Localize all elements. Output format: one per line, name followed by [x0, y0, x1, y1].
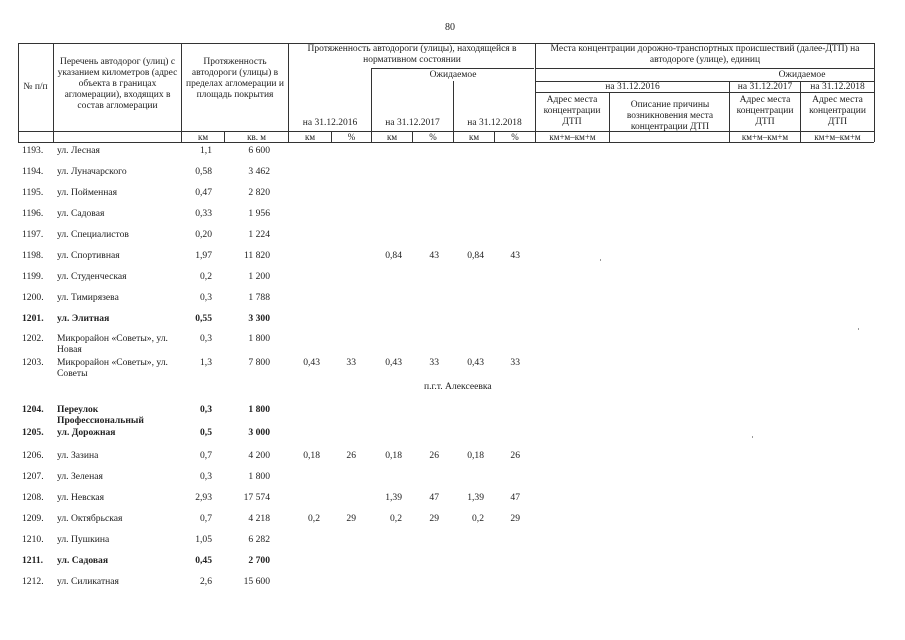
header-dtp-expected: Ожидаемое: [778, 70, 826, 80]
cell-km: 0,55: [195, 313, 212, 324]
cell-km: 0,20: [195, 229, 212, 240]
settlement-label: п.г.т. Алексеевка: [424, 381, 492, 392]
cell-p16: 33: [346, 357, 356, 368]
cell-km: 0,3: [200, 404, 212, 415]
cell-km: 1,05: [195, 534, 212, 545]
cell-km: 0,58: [195, 166, 212, 177]
road-name: ул. Дорожная: [57, 427, 116, 438]
road-name: Микрорайон «Советы», ул. Советы: [57, 357, 168, 379]
cell-km: 0,3: [200, 471, 212, 482]
road-name: ул. Зазина: [57, 450, 99, 461]
cell-km: 1,3: [200, 357, 212, 368]
cell-p17: 47: [429, 492, 439, 503]
header-col-number: № п/п: [23, 82, 48, 92]
cell-p18: 47: [510, 492, 520, 503]
row-number: 1202.: [22, 333, 44, 344]
road-name: Переулок Профессиональный: [57, 404, 144, 426]
cell-km: 1,97: [195, 250, 212, 261]
cell-sqm: 1 200: [248, 271, 270, 282]
unit-km-2016: км: [304, 132, 316, 142]
unit-range-2018: км+м–км+м: [814, 132, 861, 142]
cell-k18: 0,84: [467, 250, 484, 261]
road-name: ул. Силикатная: [57, 576, 119, 587]
row-number: 1204.: [22, 404, 44, 415]
cell-k18: 1,39: [467, 492, 484, 503]
unit-range-2016: км+м–км+м: [549, 132, 596, 142]
unit-pct-2018: %: [511, 132, 519, 142]
header-dtp-date-2017: на 31.12.2017: [737, 82, 793, 92]
cell-sqm: 4 200: [248, 450, 270, 461]
cell-km: 0,2: [200, 271, 212, 282]
cell-km: 0,45: [195, 555, 212, 566]
row-number: 1209.: [22, 513, 44, 524]
cell-k17: 0,2: [390, 513, 402, 524]
header-dtp-date-2016: на 31.12.2016: [605, 82, 660, 92]
cell-sqm: 1 224: [248, 229, 270, 240]
road-name: ул. Студенческая: [57, 271, 127, 282]
cell-sqm: 1 800: [248, 471, 270, 482]
row-number: 1211.: [22, 555, 44, 566]
cell-km: 0,3: [200, 333, 212, 344]
cell-km: 1,1: [200, 145, 212, 156]
row-number: 1208.: [22, 492, 44, 503]
row-number: 1206.: [22, 450, 44, 461]
cell-km: 0,33: [195, 208, 212, 219]
cell-km: 2,93: [195, 492, 212, 503]
road-name: Микрорайон «Советы», ул. Новая: [57, 333, 168, 355]
cell-k18: 0,2: [472, 513, 484, 524]
cell-km: 0,7: [200, 450, 212, 461]
road-name: ул. Пушкина: [57, 534, 110, 545]
cell-p17: 26: [429, 450, 439, 461]
road-name: ул. Пойменная: [57, 187, 118, 198]
road-name: ул. Садовая: [57, 208, 105, 219]
cell-km: 0,7: [200, 513, 212, 524]
road-name: ул. Луначарского: [57, 166, 127, 177]
road-name: ул. Невская: [57, 492, 105, 503]
row-number: 1212.: [22, 576, 44, 587]
cell-p17: 33: [429, 357, 439, 368]
cell-k17: 0,43: [385, 357, 402, 368]
cell-k18: 0,18: [467, 450, 484, 461]
row-number: 1195.: [22, 187, 44, 198]
road-name: ул. Специалистов: [57, 229, 129, 240]
unit-pct-2017: %: [429, 132, 437, 142]
cell-p18: 26: [510, 450, 520, 461]
road-name: ул. Тимирязева: [57, 292, 119, 303]
unit-km: км: [197, 132, 209, 142]
row-number: 1199.: [22, 271, 44, 282]
unit-km-2017: км: [386, 132, 398, 142]
cell-p18: 43: [510, 250, 520, 261]
cell-sqm: 3 000: [248, 427, 270, 438]
header-description: Описание причины возникновения места концентрации ДТП: [626, 100, 714, 132]
cell-k17: 0,18: [385, 450, 402, 461]
row-number: 1196.: [22, 208, 44, 219]
row-number: 1198.: [22, 250, 44, 261]
road-name: ул. Зеленая: [57, 471, 103, 482]
row-number: 1205.: [22, 427, 44, 438]
road-name: ул. Садовая: [57, 555, 109, 566]
header-dtp-date-2018: на 31.12.2018: [810, 82, 865, 92]
unit-sqm: кв. м: [247, 132, 266, 142]
unit-km-2018: км: [468, 132, 480, 142]
cell-sqm: 1 800: [248, 333, 270, 344]
header-expected: Ожидаемое: [429, 70, 477, 80]
cell-sqm: 15 600: [243, 576, 270, 587]
row-number: 1197.: [22, 229, 44, 240]
cell-km: 0,47: [195, 187, 212, 198]
cell-p18: 29: [510, 513, 520, 524]
road-name: ул. Элитная: [57, 313, 110, 324]
header-address-2016: Адрес места концентрации ДТП: [543, 95, 601, 127]
road-name: ул. Лесная: [57, 145, 100, 156]
cell-sqm: 17 574: [243, 492, 270, 503]
header-col-roads: Перечень автодорог (улиц) с указанием километров (адрес объекта в границах агломерации), входящих в состав агломерации: [57, 57, 178, 111]
row-number: 1194.: [22, 166, 44, 177]
cell-sqm: 1 788: [248, 292, 270, 303]
cell-sqm: 1 956: [248, 208, 270, 219]
header-address-2018: Адрес места концентрации ДТП: [809, 95, 866, 127]
row-number: 1201.: [22, 313, 44, 324]
cell-sqm: 2 700: [248, 555, 270, 566]
row-number: 1210.: [22, 534, 44, 545]
cell-sqm: 3 462: [248, 166, 270, 177]
road-name: ул. Октябрьская: [57, 513, 123, 524]
cell-k16: 0,2: [308, 513, 320, 524]
row-number: 1193.: [22, 145, 44, 156]
row-number: 1203.: [22, 357, 44, 368]
cell-k16: 0,43: [303, 357, 320, 368]
cell-sqm: 11 820: [243, 250, 270, 261]
cell-sqm: 1 800: [248, 404, 270, 415]
unit-range-2017: км+м–км+м: [741, 132, 789, 142]
cell-km: 0,5: [200, 427, 212, 438]
header-col-length: Протяженность автодороги (улицы) в пределах агломерации и площадь покрытия: [186, 57, 284, 100]
cell-sqm: 6 600: [248, 145, 270, 156]
cell-k17: 0,84: [385, 250, 402, 261]
cell-p16: 26: [346, 450, 356, 461]
cell-k18: 0,43: [467, 357, 484, 368]
header-date-2018: на 31.12.2018: [467, 118, 522, 128]
cell-km: 2,6: [200, 576, 212, 587]
cell-k16: 0,18: [303, 450, 320, 461]
cell-p17: 43: [429, 250, 439, 261]
cell-p17: 29: [429, 513, 439, 524]
cell-sqm: 2 820: [248, 187, 270, 198]
header-address-2017: Адрес места концентрации ДТП: [736, 95, 794, 127]
cell-sqm: 6 282: [248, 534, 270, 545]
header-date-2016: на 31.12.2016: [302, 118, 358, 128]
header-col-dtp: Места концентрации дорожно-транспортных происшествий (далее-ДТП) на автодороге (улице), единиц: [550, 44, 860, 65]
row-number: 1207.: [22, 471, 44, 482]
cell-p16: 29: [346, 513, 356, 524]
header-col-normative: Протяженность автодороги (улицы), находящейся в нормативном состоянии: [307, 44, 517, 65]
cell-km: 0,3: [200, 292, 212, 303]
row-number: 1200.: [22, 292, 44, 303]
cell-sqm: 3 300: [248, 313, 270, 324]
cell-sqm: 4 218: [248, 513, 270, 524]
cell-k17: 1,39: [385, 492, 402, 503]
cell-sqm: 7 800: [248, 357, 270, 368]
cell-p18: 33: [510, 357, 520, 368]
page-number: 80: [445, 22, 455, 33]
header-date-2017: на 31.12.2017: [385, 118, 440, 128]
road-name: ул. Спортивная: [57, 250, 120, 261]
unit-pct-2016: %: [347, 132, 356, 142]
